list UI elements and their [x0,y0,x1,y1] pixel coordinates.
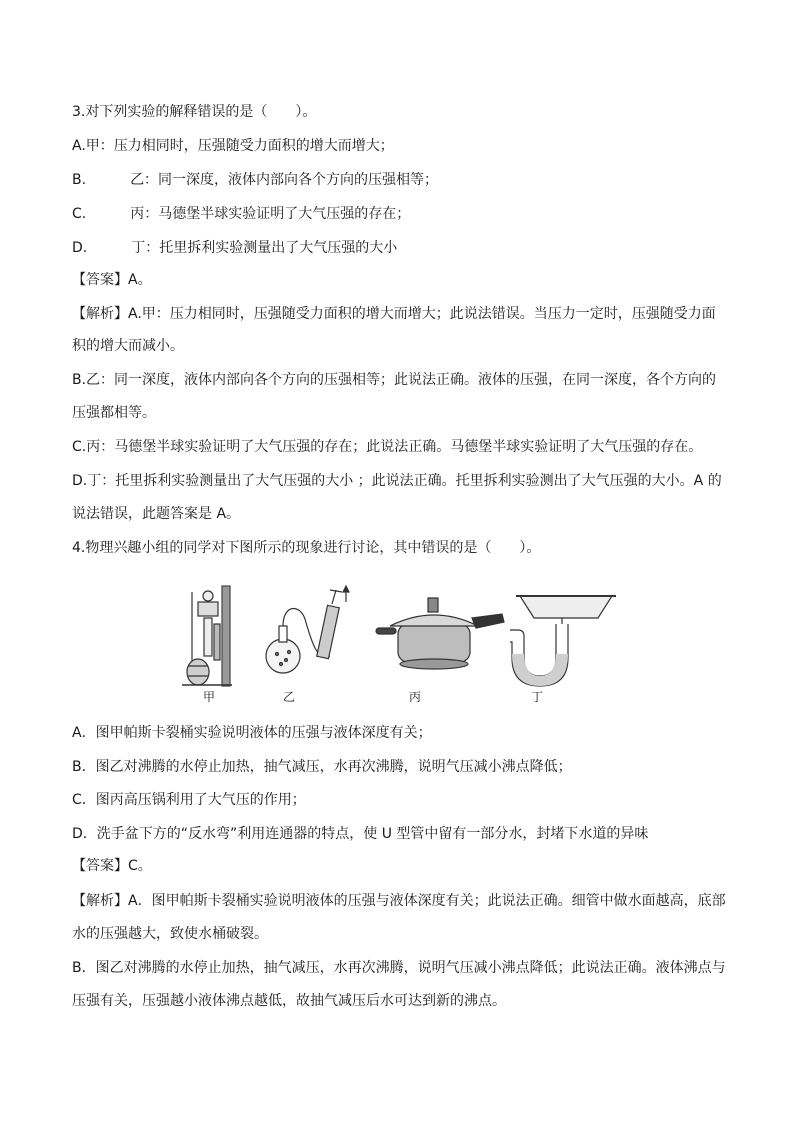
q3-option-d-letter: D. [72,240,88,256]
q3-option-d-text: 丁：托里拆利实验测量出了大气压强的大小 [131,240,398,256]
pascal-barrel-illustration [182,586,232,686]
q3-option-d [72,239,397,257]
q4-option-c: C．图丙高压锅利用了大气压的作用； [72,792,306,808]
q4-analysis-line: 压强有关，压强越小液体沸点越低，故抽气减压后水可达到新的沸点。 [72,993,506,1009]
q3-analysis-line: 压强都相等。 [72,405,156,421]
q3-option-a: A.甲：压力相同时，压强随受力面积的增大而增大； [72,138,394,154]
q3-analysis-line: 说法错误，此题答案是 A。 [72,506,241,522]
q3-question: 3.对下列实验的解释错误的是（ ）。 [72,104,317,120]
q3-option-b-letter: B. [72,172,87,188]
q4-analysis-line: 水的压强越大，致使水桶破裂。 [72,926,268,942]
q4-answer: 【答案】C。 [72,858,152,874]
q3-analysis-line: C.丙：马德堡半球实验证明了大气压强的存在；此说法正确。马德堡半球实验证明了大气压强的存在。 [72,439,703,455]
q4-option-b: B．图乙对沸腾的水停止加热，抽气减压，水再次沸腾，说明气压减小沸点降低； [72,759,572,775]
pressure-cooker-illustration [376,598,504,669]
q4-option-a: A．图甲帕斯卡裂桶实验说明液体的压强与液体深度有关； [72,725,432,741]
q3-option-c [72,205,410,223]
q3-analysis-line: D.丁：托里拆利实验测量出了大气压强的大小 ；此说法正确。托里拆利实验测出了大气压强的大小。A 的 [72,473,722,489]
q4-analysis-line: 【解析】A．图甲帕斯卡裂桶实验说明液体的压强与液体深度有关；此说法正确。细管中做水面越高，底部 [72,893,726,909]
sink-trap-illustration [510,596,616,686]
figure-label-bing: 丙 [409,690,422,704]
figure-label-ding: 丁 [531,690,544,704]
q3-option-b [72,171,438,189]
q4-analysis-line: B．图乙对沸腾的水停止加热，抽气减压，水再次沸腾，说明气压减小沸点降低；此说法正确。液体沸点与 [72,960,726,976]
figure-label-jia: 甲 [203,690,216,704]
q4-option-d: D．洗手盆下方的“反水弯”利用连通器的特点，使 U 型管中留有一部分水，封堵下水道的异味 [72,826,649,842]
q3-analysis-line: B.乙：同一深度，液体内部向各个方向的压强相等；此说法正确。液体的压强，在同一深度，各个方向的 [72,372,717,388]
q3-analysis-line: 积的增大而减小。 [72,338,184,354]
flask-pump-illustration [266,586,349,673]
q4-figure [180,584,620,704]
q3-option-c-text: 丙：马德堡半球实验证明了大气压强的存在； [130,206,411,222]
figure-label-yi: 乙 [283,690,296,704]
q4-figure-drawing [180,584,620,694]
q3-answer: 【答案】A。 [72,272,152,288]
q3-option-b-text: 乙：同一深度，液体内部向各个方向的压强相等； [130,172,439,188]
q3-option-c-letter: C. [72,206,87,222]
q4-question: 4.物理兴趣小组的同学对下图所示的现象进行讨论，其中错误的是（ ）。 [72,540,541,556]
q3-analysis-line: 【解析】A.甲：压力相同时，压强随受力面积的增大而增大；此说法错误。当压力一定时，压强随受力面 [72,306,716,322]
